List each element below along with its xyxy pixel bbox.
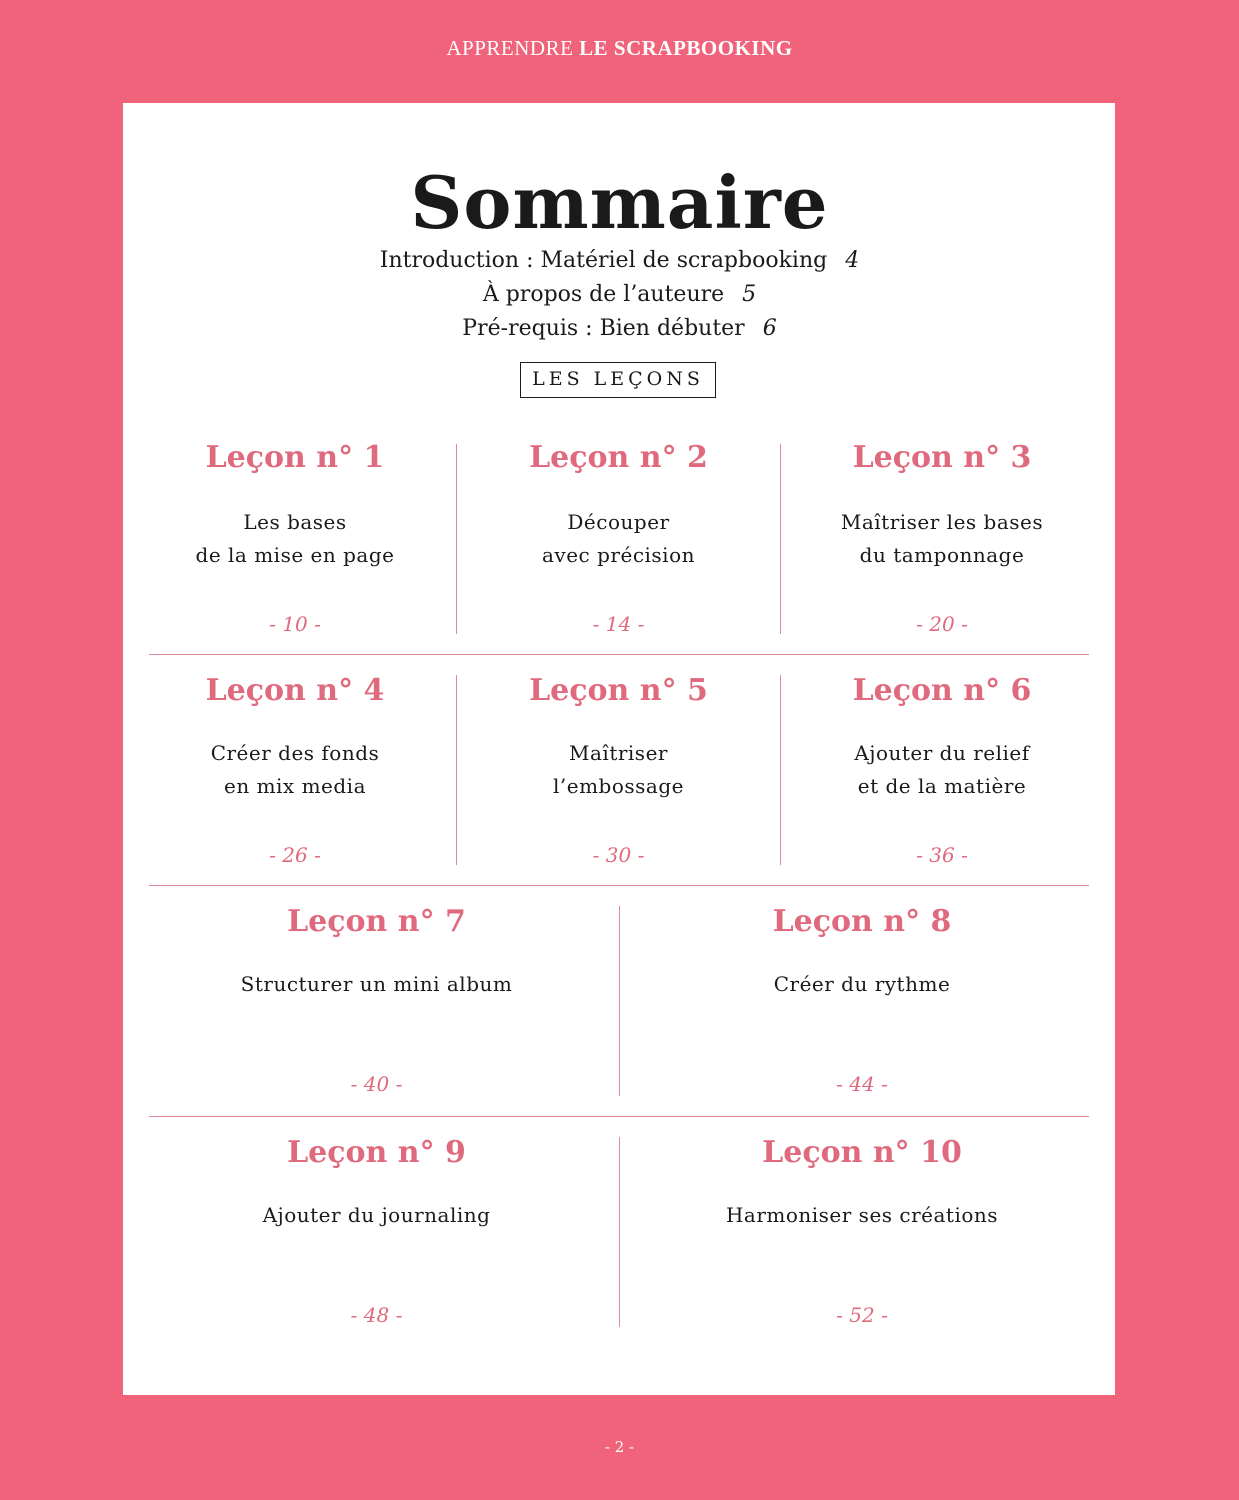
lesson-title-line1: Structurer un mini album	[240, 972, 513, 996]
lesson-title-line1: Maîtriser	[569, 741, 668, 765]
lesson-number: Leçon n° 6	[852, 673, 1032, 708]
intro-page: 4	[845, 248, 860, 273]
intro-label: À propos de l’auteure	[482, 282, 725, 307]
row-divider	[149, 654, 1089, 655]
lesson-cell-5[interactable]	[457, 673, 780, 873]
lesson-title-line1: Ajouter du journaling	[262, 1203, 491, 1227]
lesson-number: Leçon n° 1	[205, 440, 385, 475]
lesson-title-line2: l’embossage	[553, 774, 684, 798]
lesson-cell-6[interactable]	[781, 673, 1103, 873]
row-divider	[149, 885, 1089, 886]
lesson-title-line2: du tamponnage	[859, 543, 1025, 567]
header-bold: LE SCRAPBOOKING	[579, 36, 793, 60]
lesson-cell-2[interactable]	[457, 440, 780, 640]
lesson-cell-7[interactable]	[134, 904, 619, 1104]
intro-page: 6	[762, 316, 777, 341]
lesson-page: - 14 -	[592, 612, 645, 636]
lesson-page: - 52 -	[836, 1303, 888, 1327]
lesson-page: - 20 -	[916, 612, 968, 636]
lesson-page: - 40 -	[350, 1072, 403, 1096]
lesson-cell-4[interactable]	[134, 673, 456, 873]
lesson-page: - 36 -	[916, 843, 968, 867]
lesson-title-line1: Créer du rythme	[773, 972, 951, 996]
lesson-title-line1: Créer des fonds	[210, 741, 380, 765]
lesson-title-line1: Ajouter du relief	[854, 741, 1030, 765]
page-number: - 2 -	[604, 1438, 635, 1456]
lesson-page: - 26 -	[269, 843, 321, 867]
lesson-number: Leçon n° 3	[852, 440, 1032, 475]
lesson-cell-8[interactable]	[620, 904, 1104, 1104]
lesson-title-line2: de la mise en page	[195, 543, 395, 567]
lesson-cell-3[interactable]	[781, 440, 1103, 640]
lesson-cell-10[interactable]	[620, 1135, 1104, 1335]
lesson-number: Leçon n° 10	[762, 1135, 962, 1170]
intro-entry-introduction[interactable]	[0, 248, 1239, 273]
lesson-title-line2: avec précision	[542, 543, 695, 567]
row-divider	[149, 1116, 1089, 1117]
intro-entry-about[interactable]	[0, 282, 1239, 307]
lesson-title-line1: Découper	[567, 510, 670, 534]
lesson-number: Leçon n° 8	[772, 904, 952, 939]
intro-entry-prerequisites[interactable]	[0, 316, 1239, 341]
intro-page: 5	[742, 282, 757, 307]
lesson-title-line1: Maîtriser les bases	[840, 510, 1044, 534]
lesson-cell-9[interactable]	[134, 1135, 619, 1335]
book-header	[0, 36, 1239, 61]
lesson-title-line1: Harmoniser ses créations	[725, 1203, 999, 1227]
lesson-number: Leçon n° 2	[529, 440, 708, 475]
page-title: Sommaire	[410, 160, 829, 245]
lesson-title-line2: en mix media	[224, 774, 366, 798]
lesson-number: Leçon n° 9	[287, 1135, 466, 1170]
lesson-title-line2: et de la matière	[857, 774, 1027, 798]
lesson-page: - 44 -	[836, 1072, 888, 1096]
lesson-number: Leçon n° 4	[205, 673, 385, 708]
lesson-page: - 30 -	[592, 843, 645, 867]
lesson-number: Leçon n° 7	[287, 904, 466, 939]
lesson-page: - 10 -	[269, 612, 321, 636]
intro-label: Pré-requis : Bien débuter	[462, 316, 745, 341]
lessons-heading: LES LEÇONS	[520, 362, 716, 398]
lesson-number: Leçon n° 5	[529, 673, 708, 708]
intro-label: Introduction : Matériel de scrapbooking	[379, 248, 828, 273]
header-prefix: APPRENDRE	[446, 36, 574, 60]
lesson-page: - 48 -	[350, 1303, 403, 1327]
lesson-title-line1: Les bases	[243, 510, 347, 534]
lesson-cell-1[interactable]	[134, 440, 456, 640]
